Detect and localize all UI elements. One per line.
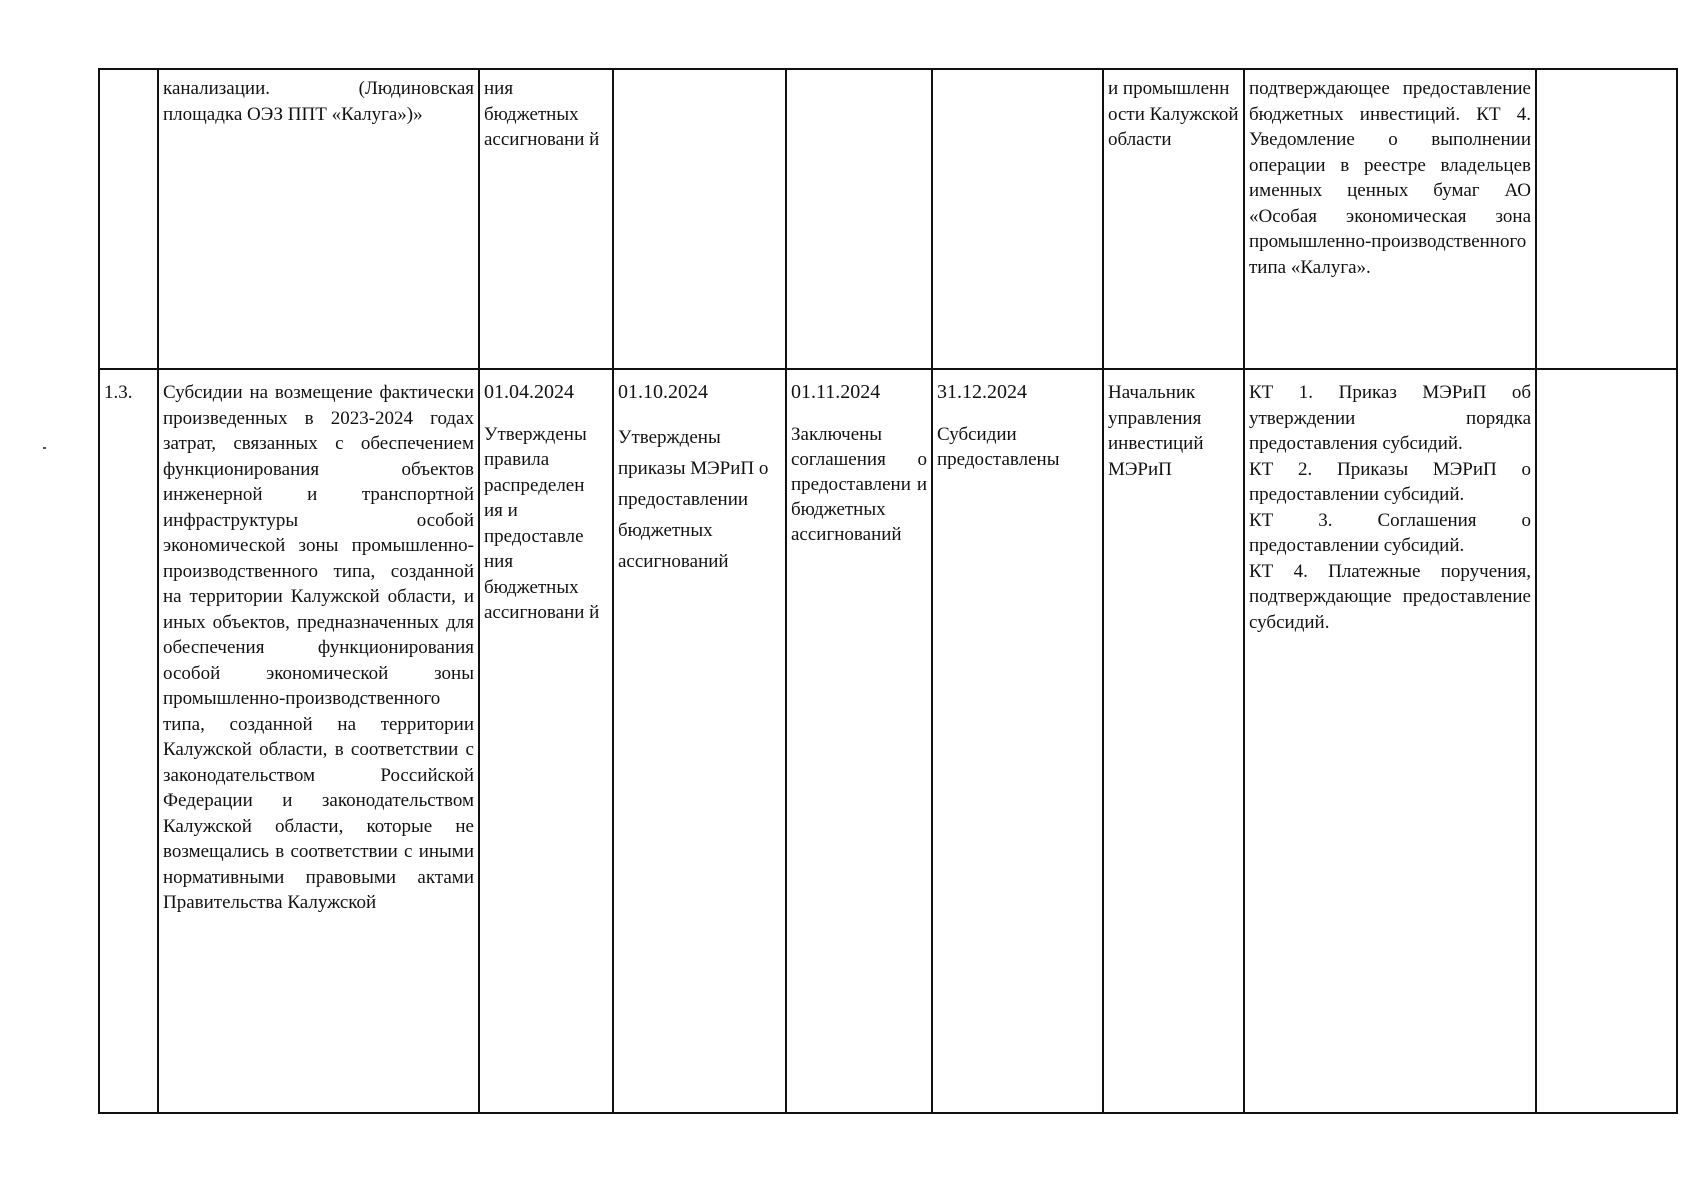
stage-2-cell (613, 369, 786, 1113)
stage-4-cell (932, 69, 1103, 369)
scan-speck (43, 447, 46, 449)
row-number-cell (99, 69, 158, 369)
stage-3-cell (786, 69, 932, 369)
control-point-2: КТ 2. Приказы МЭРиП о предоставлении субсидий. (1249, 458, 1531, 505)
stage-1-cell: ния бюджетных ассигновани й (479, 69, 613, 369)
table-row (99, 69, 1677, 369)
stage-3-date: 01.11.2024 (791, 381, 881, 403)
responsible-cell: и промышленн ости Калужской области (1103, 69, 1244, 369)
control-point-3: КТ 3. Соглашения о предоставлении субсидий. (1249, 509, 1531, 556)
stage-2-text: Утверждены приказы МЭРиП о предоставлении бюджетных ассигнований (618, 426, 769, 572)
control-points-cell: подтверждающее предоставление бюджетных инвестиций. КТ 4. Уведомление о выполнении операции в реестре владельцев именных ценных бумаг АО «Особая экономическая зона промышленно-производственного типа «Калуга». (1244, 69, 1536, 369)
control-point-1: КТ 1. Приказ МЭРиП об утверждении порядка предоставления субсидий. (1249, 382, 1531, 454)
stage-2-cell (613, 69, 786, 369)
control-points-cell (1244, 369, 1536, 1113)
stage-1-date: 01.04.2024 (484, 381, 574, 403)
stage-1-text: Утверждены правила распределен ия и предоставле ния бюджетных ассигновани й (484, 423, 600, 623)
stage-1-cell (479, 369, 613, 1113)
stage-4-text: Субсидии предоставлены (937, 423, 1060, 470)
document-table (98, 68, 1678, 1114)
measure-name-cell: Субсидии на возмещение фактически произведенных в 2023-2024 годах затрат, связанных с обеспечением функционирования объектов инженерной и транспортной инфраструктуры особой экономической зоны промышленно-производственного типа, созданной на территории Калужской области, и иных объектов, предназначенных для обеспечения функционирования особой экономической зоны промышленно-производственного типа, созданной на территории Калужской области, в соответствии с законодательством Российской Федерации и законодательством Калужской области, которые не возмещались в соответствии с иными нормативными правовыми актами Правительства Калужской (158, 369, 479, 1113)
stage-3-cell (786, 369, 932, 1113)
table-row (99, 369, 1677, 1113)
empty-last-cell (1536, 369, 1677, 1113)
stage-3-text: Заключены соглашения о предоставлени и бюджетных ассигнований (791, 423, 927, 545)
responsible-cell: Начальник управления инвестиций МЭРиП (1103, 369, 1244, 1113)
row-number-cell: 1.3. (99, 369, 158, 1113)
measure-name-cell: канализации. (Людиновская площадка ОЭЗ ППТ «Калуга»)» (158, 69, 479, 369)
empty-last-cell (1536, 69, 1677, 369)
stage-4-cell (932, 369, 1103, 1113)
stage-4-date: 31.12.2024 (937, 381, 1027, 403)
stage-2-date: 01.10.2024 (618, 381, 708, 403)
control-point-4: КТ 4. Платежные поручения, подтверждающие предоставление субсидий. (1249, 560, 1531, 633)
